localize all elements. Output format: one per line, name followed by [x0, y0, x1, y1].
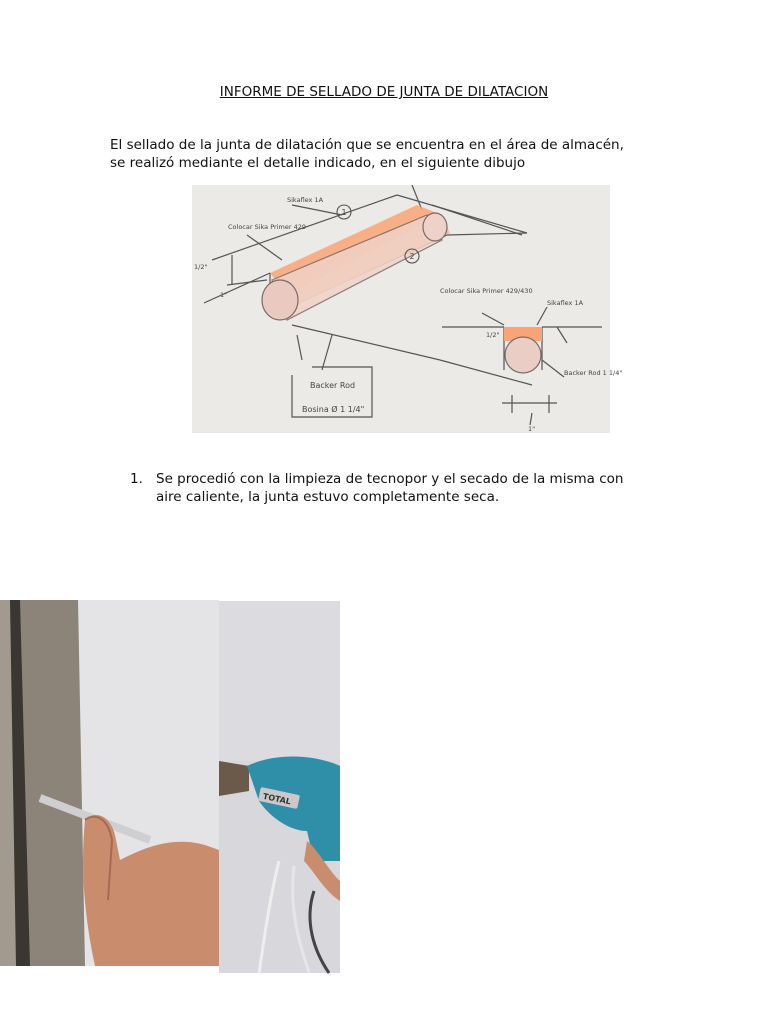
label-section-primer: Colocar Sika Primer 429/430: [440, 287, 533, 295]
intro-line-2: se realizó mediante el detalle indicado, en el siguiente dibujo: [110, 155, 526, 171]
label-section-sikaflex: Sikaflex 1A: [547, 299, 584, 307]
marker-circle-1-label: 1: [341, 208, 347, 217]
document-title: INFORME DE SELLADO DE JUNTA DE DILATACION: [219, 84, 549, 100]
photo2-nozzle: [219, 761, 249, 796]
marker-circle-2-label: 2: [409, 252, 415, 261]
label-backer-rod: Backer Rod: [310, 381, 356, 390]
intro-paragraph: [110, 136, 670, 172]
step-text-line-2: aire caliente, la junta estuvo completamente seca.: [156, 489, 500, 505]
joint-detail-sketch: [192, 185, 623, 433]
label-section-backer: Backer Rod 1 1/4": [564, 369, 623, 377]
label-width: 1": [220, 291, 228, 299]
label-bosina: Bosina Ø 1 1/4": [302, 405, 365, 414]
section-backer-rod: [505, 337, 541, 373]
photo2-wall-top: [219, 601, 340, 761]
label-section-depth: 1/2": [486, 331, 500, 339]
step-text-line-1: Se procedió con la limpieza de tecnopor y el secado de la misma con: [156, 471, 624, 487]
photo-cleaning-joint: [0, 600, 219, 966]
step-text: [156, 470, 664, 506]
label-depth: 1/2": [194, 263, 208, 271]
photo-heat-gun: [219, 601, 340, 973]
label-section-width: 1": [528, 425, 536, 433]
label-primer: Colocar Sika Primer 429: [228, 223, 306, 231]
photo2-brand-label: TOTAL: [262, 791, 292, 807]
intro-line-1: El sellado de la junta de dilatación que se encuentra en el área de almacén,: [110, 137, 624, 153]
label-sikaflex: Sikaflex 1A: [287, 196, 324, 204]
step-number: 1.: [130, 471, 143, 487]
